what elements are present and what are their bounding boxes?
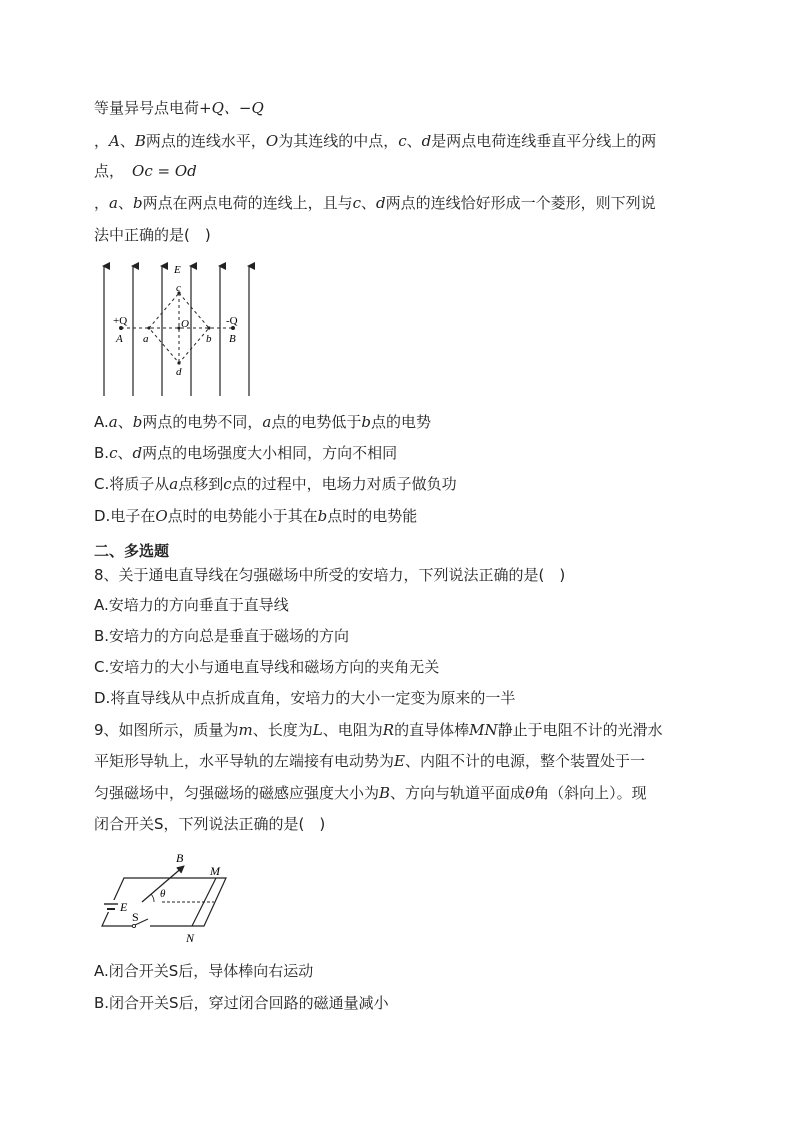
text: 两点的连线水平， [145, 132, 266, 150]
var-b: b [361, 413, 371, 431]
text: ， [94, 194, 110, 212]
battery-gap [104, 900, 118, 912]
var-b: b [132, 413, 143, 431]
text: 、 [361, 194, 377, 212]
var-b: b [317, 507, 328, 525]
var-E: E [394, 752, 405, 770]
var-O: O [155, 507, 168, 525]
label-M: M [210, 864, 220, 878]
section-heading: 二、多选题 [94, 542, 170, 560]
text: 等量异号点电荷 [94, 99, 200, 117]
var-a: a [262, 413, 272, 431]
label-a: a [143, 333, 149, 345]
q9-line-4: 闭合开关S，下列说法正确的是( ) [94, 815, 326, 833]
text: 点移到 [178, 475, 224, 493]
text: 、 [117, 413, 133, 431]
text: 点的电势 [370, 413, 431, 431]
text: 匀强磁场中，匀强磁场的磁感应强度大小为 [94, 784, 380, 802]
var-d: d [132, 444, 143, 462]
var-c: c [223, 475, 232, 493]
var-m: m [238, 721, 253, 739]
var-MN: MN [469, 721, 498, 739]
text: B. [94, 444, 110, 462]
label-O: O [181, 318, 189, 330]
label-B: B [229, 333, 236, 345]
text: 、内阻不计的电源，整个装置处于一 [404, 752, 645, 770]
text: 为其连线的中点， [278, 132, 399, 150]
var-c: c [352, 194, 362, 212]
label-b: b [206, 333, 212, 345]
q8-option-b: B.安培力的方向总是垂直于磁场的方向 [94, 627, 350, 645]
q8-stem: 8、关于通电直导线在匀强磁场中所受的安培力，下列说法正确的是( ) [94, 566, 566, 584]
q8-option-d: D.将直导线从中点折成直角，安培力的大小一定变为原来的一半 [94, 689, 516, 707]
point-a [147, 326, 150, 329]
q7-option-a [94, 412, 431, 432]
label-plus-q: +Q [113, 315, 128, 327]
text: 点的电势低于 [271, 413, 362, 431]
label-N: N [186, 931, 195, 945]
var-a: a [108, 413, 118, 431]
math-charges: +Q、−Q [199, 99, 264, 117]
text: 、长度为 [252, 721, 313, 739]
angle-arc [151, 894, 154, 902]
text: 点， [94, 162, 125, 180]
var-A: A [109, 132, 120, 150]
text: 点时的电势能小于其在 [167, 507, 318, 525]
q7-line-5: 法中正确的是( ) [94, 226, 211, 244]
text: ， [94, 132, 110, 150]
q7-line-4 [94, 193, 656, 213]
text: 两点在两点电荷的连线上，且与 [142, 194, 353, 212]
text: 两点的连线恰好形成一个菱形，则下列说 [385, 194, 656, 212]
point-b [207, 326, 210, 329]
text: 两点的电势不同， [142, 413, 263, 431]
q7-line-2 [94, 131, 656, 151]
label-c: c [176, 282, 181, 294]
var-b: b [132, 194, 143, 212]
text: 、方向与轨道平面成 [390, 784, 526, 802]
text: 9、如图所示，质量为 [94, 721, 239, 739]
var-d: d [421, 132, 432, 150]
label-B: B [176, 851, 184, 865]
q9-line-3 [94, 783, 647, 803]
q9-line-2 [94, 751, 645, 771]
text: 点时的电势能 [327, 507, 418, 525]
q9-figure [96, 848, 236, 950]
text: 、 [406, 132, 422, 150]
text: 、 [117, 444, 133, 462]
text: 两点的电场强度大小相同，方向不相同 [142, 444, 398, 462]
text: 是两点电荷连线垂直平分线上的两 [431, 132, 657, 150]
q7-option-d [94, 506, 417, 526]
var-c: c [109, 444, 118, 462]
var-R: R [382, 721, 395, 739]
text: 、 [119, 132, 135, 150]
q7-line-1 [94, 98, 264, 118]
q7-line-3 [94, 161, 197, 181]
point-d [177, 361, 180, 364]
label-theta: θ [160, 888, 166, 900]
var-theta: θ [525, 784, 535, 802]
q8-option-c: C.安培力的大小与通电直导线和磁场方向的夹角无关 [94, 658, 440, 676]
label-A: A [116, 333, 123, 345]
var-a: a [169, 475, 179, 493]
text: 点的过程中，电场力对质子做负功 [231, 475, 457, 493]
math-oc-od: Oc = Od [132, 162, 197, 180]
q7-option-c [94, 474, 457, 494]
text: 平矩形导轨上，水平导轨的左端接有电动势为 [94, 752, 395, 770]
q8-option-a: A.安培力的方向垂直于直导线 [94, 596, 289, 614]
label-E: E [120, 900, 128, 914]
q9-line-1 [94, 720, 663, 740]
var-c: c [398, 132, 407, 150]
var-L: L [312, 721, 323, 739]
label-d: d [176, 366, 182, 378]
text: 、 [117, 194, 133, 212]
text: 角（斜向上）。现 [534, 784, 647, 802]
text: C.将质子从 [94, 475, 170, 493]
label-minus-q: -Q [226, 315, 238, 327]
var-O: O [265, 132, 279, 150]
var-a: a [109, 194, 118, 212]
q9-option-a: A.闭合开关S后，导体棒向右运动 [94, 962, 314, 980]
q7-option-b [94, 443, 397, 463]
label-E: E [174, 264, 181, 276]
text: 的直导体棒 [394, 721, 470, 739]
text: D.电子在 [94, 507, 156, 525]
var-B: B [379, 784, 391, 802]
q7-figure [96, 258, 266, 398]
text: 、电阻为 [322, 721, 383, 739]
text: A. [94, 413, 109, 431]
text: 静止于电阻不计的光滑水 [497, 721, 663, 739]
label-S: S [132, 910, 139, 924]
var-d: d [376, 194, 386, 212]
var-B: B [134, 132, 146, 150]
q9-option-b: B.闭合开关S后，穿过闭合回路的磁通量减小 [94, 994, 389, 1012]
